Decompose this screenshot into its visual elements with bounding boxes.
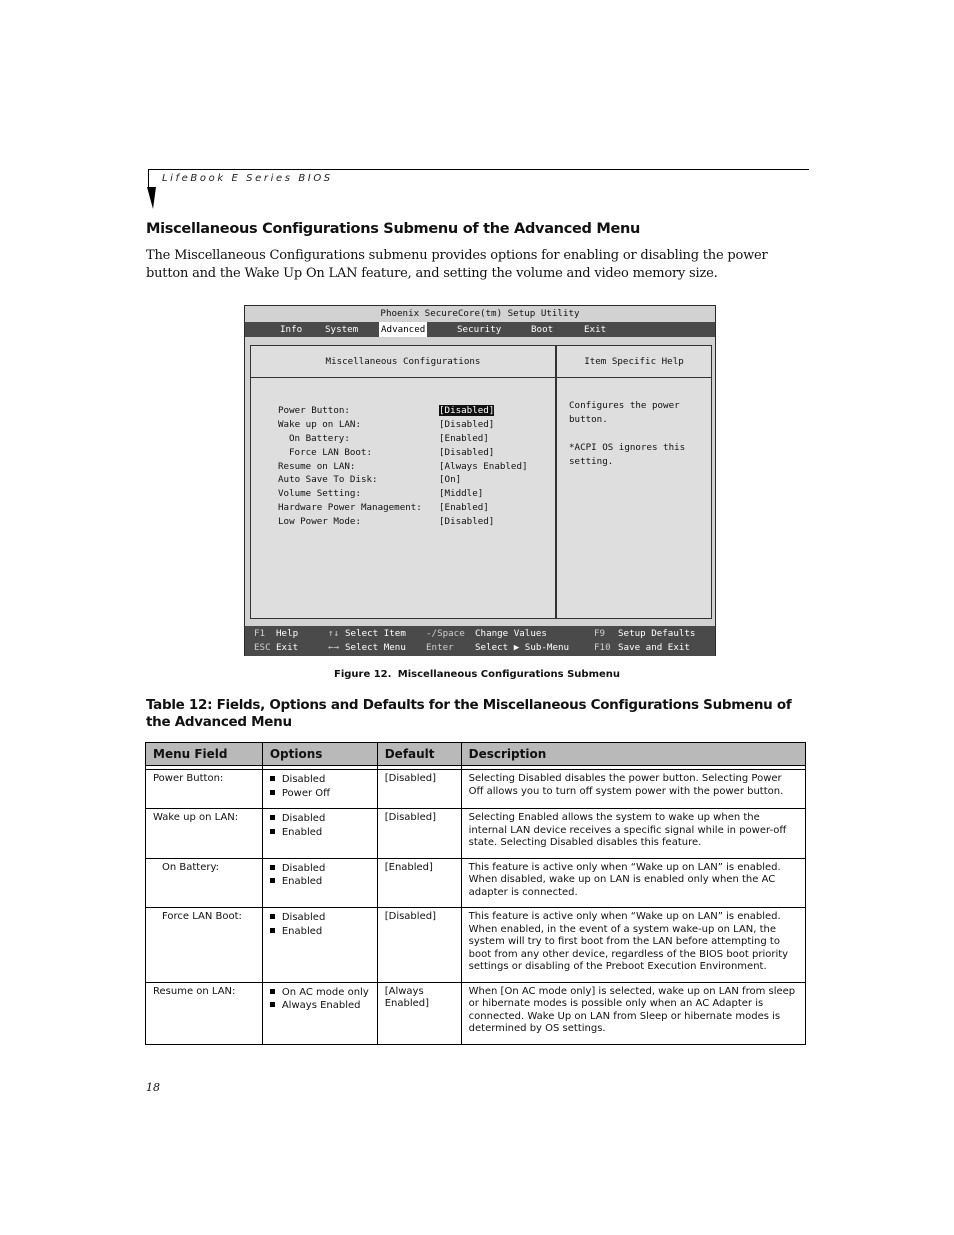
table-row xyxy=(146,809,806,859)
table-header-description: Description xyxy=(461,743,805,766)
arrow-leftright-icon: ←→ xyxy=(328,642,340,653)
cell-options xyxy=(262,809,377,859)
bios-item-value[interactable]: [Disabled] xyxy=(439,405,495,416)
bios-screen xyxy=(244,305,716,656)
figure-label: Figure 12. xyxy=(333,669,392,680)
bios-item-label: Volume Setting: xyxy=(278,488,361,499)
bios-help-panel xyxy=(556,345,712,619)
cell-options xyxy=(262,858,377,908)
table-row xyxy=(146,982,806,1044)
option-item: On AC mode only xyxy=(270,986,370,1000)
arrow-updown-icon: ↑↓ xyxy=(328,628,340,639)
figure-caption-text: Miscellaneous Configurations Submenu xyxy=(397,669,621,680)
table-row xyxy=(146,908,806,983)
table-header-menu-field: Menu Field xyxy=(146,743,263,766)
cell-options xyxy=(262,982,377,1044)
cell-field: On Battery: xyxy=(146,858,263,908)
cell-description: This feature is active only when “Wake up on LAN” is enabled. When enabled, in the event of a system wake-up on LAN, the system will try to first boot from the LAN before attempting to boot from any other device, regardless of the BIOS boot priority settings or disabling of the Preboot Execution Environment. xyxy=(461,908,805,983)
bios-menu-system[interactable]: System xyxy=(325,324,359,335)
key-esc: ESC xyxy=(254,642,271,653)
bios-panel-title: Miscellaneous Configurations xyxy=(251,346,555,378)
bios-menu-exit[interactable]: Exit xyxy=(584,324,607,335)
key-f1: F1 xyxy=(254,628,266,639)
cell-field: Wake up on LAN: xyxy=(146,809,263,859)
header-rule xyxy=(148,169,809,170)
footer-select-submenu: Select ▶ Sub-Menu xyxy=(475,642,570,653)
bios-help-text: Configures the power button. *ACPI OS ignores this setting. xyxy=(569,400,686,467)
cell-description: Selecting Disabled disables the power button. Selecting Power Off allows you to turn off system power with the power button. xyxy=(461,770,805,809)
bios-item-label: Hardware Power Management: xyxy=(278,502,422,513)
header-wedge-icon xyxy=(147,187,156,209)
key-f10: F10 xyxy=(594,642,611,653)
table-row xyxy=(146,858,806,908)
bios-menu-boot[interactable]: Boot xyxy=(531,324,554,335)
bios-item-label: On Battery: xyxy=(289,433,350,444)
footer-select-menu: Select Menu xyxy=(345,642,406,653)
header-vertical-rule xyxy=(148,169,149,189)
fields-table xyxy=(145,742,806,1045)
cell-default: [Disabled] xyxy=(377,770,461,809)
option-item: Disabled xyxy=(270,812,370,826)
bios-item-value[interactable]: [Disabled] xyxy=(439,516,495,527)
bios-menu-bar xyxy=(245,322,715,337)
option-item: Disabled xyxy=(270,773,370,787)
option-item: Power Off xyxy=(270,787,370,801)
key-space: -/Space xyxy=(426,628,465,639)
bios-menu-advanced[interactable]: Advanced xyxy=(381,324,426,335)
option-item: Always Enabled xyxy=(270,999,370,1013)
bios-item-label: Auto Save To Disk: xyxy=(278,474,378,485)
bios-item-value[interactable]: [Enabled] xyxy=(439,433,489,444)
option-item: Enabled xyxy=(270,925,370,939)
bios-menu-info[interactable]: Info xyxy=(280,324,303,335)
cell-default: [Disabled] xyxy=(377,908,461,983)
cell-default: [Always Enabled] xyxy=(377,982,461,1044)
key-f9: F9 xyxy=(594,628,606,639)
cell-default: [Enabled] xyxy=(377,858,461,908)
table-header-options: Options xyxy=(262,743,377,766)
option-item: Disabled xyxy=(270,862,370,876)
section-title: Miscellaneous Configurations Submenu of the Advanced Menu xyxy=(146,221,641,237)
cell-options xyxy=(262,908,377,983)
option-item: Enabled xyxy=(270,875,370,889)
key-enter: Enter xyxy=(426,642,454,653)
cell-default: [Disabled] xyxy=(377,809,461,859)
footer-help: Help xyxy=(276,628,299,639)
page-number: 18 xyxy=(146,1081,160,1094)
bios-item-value[interactable]: [Middle] xyxy=(439,488,484,499)
bios-item-label: Low Power Mode: xyxy=(278,516,361,527)
footer-change-values: Change Values xyxy=(475,628,547,639)
bios-item-label: Resume on LAN: xyxy=(278,461,356,472)
footer-select-item: Select Item xyxy=(345,628,406,639)
bios-item-label: Power Button: xyxy=(278,405,350,416)
bios-item-value[interactable]: [On] xyxy=(439,474,462,485)
cell-field: Force LAN Boot: xyxy=(146,908,263,983)
cell-description: When [On AC mode only] is selected, wake up on LAN from sleep or hibernate modes is possible only when an AC Adapter is connected. Wake Up on LAN from Sleep or hibernate modes is determined by OS settings. xyxy=(461,982,805,1044)
footer-setup-defaults: Setup Defaults xyxy=(618,628,696,639)
bios-title: Phoenix SecureCore(tm) Setup Utility xyxy=(380,308,580,319)
table-header-default: Default xyxy=(377,743,461,766)
bios-settings-panel xyxy=(250,345,556,619)
bios-menu-security[interactable]: Security xyxy=(457,324,502,335)
cell-description: Selecting Enabled allows the system to wake up when the internal LAN device receives a specific signal while in power-off state. Selecting Disabled disables this feature. xyxy=(461,809,805,859)
option-item: Disabled xyxy=(270,911,370,925)
bios-item-value[interactable]: [Always Enabled] xyxy=(439,461,528,472)
bios-item-value[interactable]: [Disabled] xyxy=(439,447,495,458)
bios-item-value[interactable]: [Disabled] xyxy=(439,419,495,430)
intro-paragraph: The Miscellaneous Configurations submenu provides options for enabling or disabling the power button and the Wake Up On LAN feature, and setting the volume and video memory size. xyxy=(146,248,768,281)
footer-exit: Exit xyxy=(276,642,299,653)
footer-save-exit: Save and Exit xyxy=(618,642,690,653)
option-item: Enabled xyxy=(270,826,370,840)
table-row xyxy=(146,770,806,809)
cell-field: Resume on LAN: xyxy=(146,982,263,1044)
cell-options xyxy=(262,770,377,809)
cell-field: Power Button: xyxy=(146,770,263,809)
bios-item-label: Wake up on LAN: xyxy=(278,419,361,430)
table-caption: Table 12: Fields, Options and Defaults for the Miscellaneous Configurations Submenu of the Advanced Menu xyxy=(146,697,792,730)
bios-item-label: Force LAN Boot: xyxy=(289,447,372,458)
bios-help-title: Item Specific Help xyxy=(557,346,711,378)
figure-caption xyxy=(0,669,954,680)
running-header: LifeBook E Series BIOS xyxy=(162,173,333,184)
bios-footer xyxy=(245,626,715,656)
cell-description: This feature is active only when “Wake up on LAN” is enabled. When disabled, wake up on LAN is enabled only when the AC adapter is connected. xyxy=(461,858,805,908)
bios-item-value[interactable]: [Enabled] xyxy=(439,502,489,513)
